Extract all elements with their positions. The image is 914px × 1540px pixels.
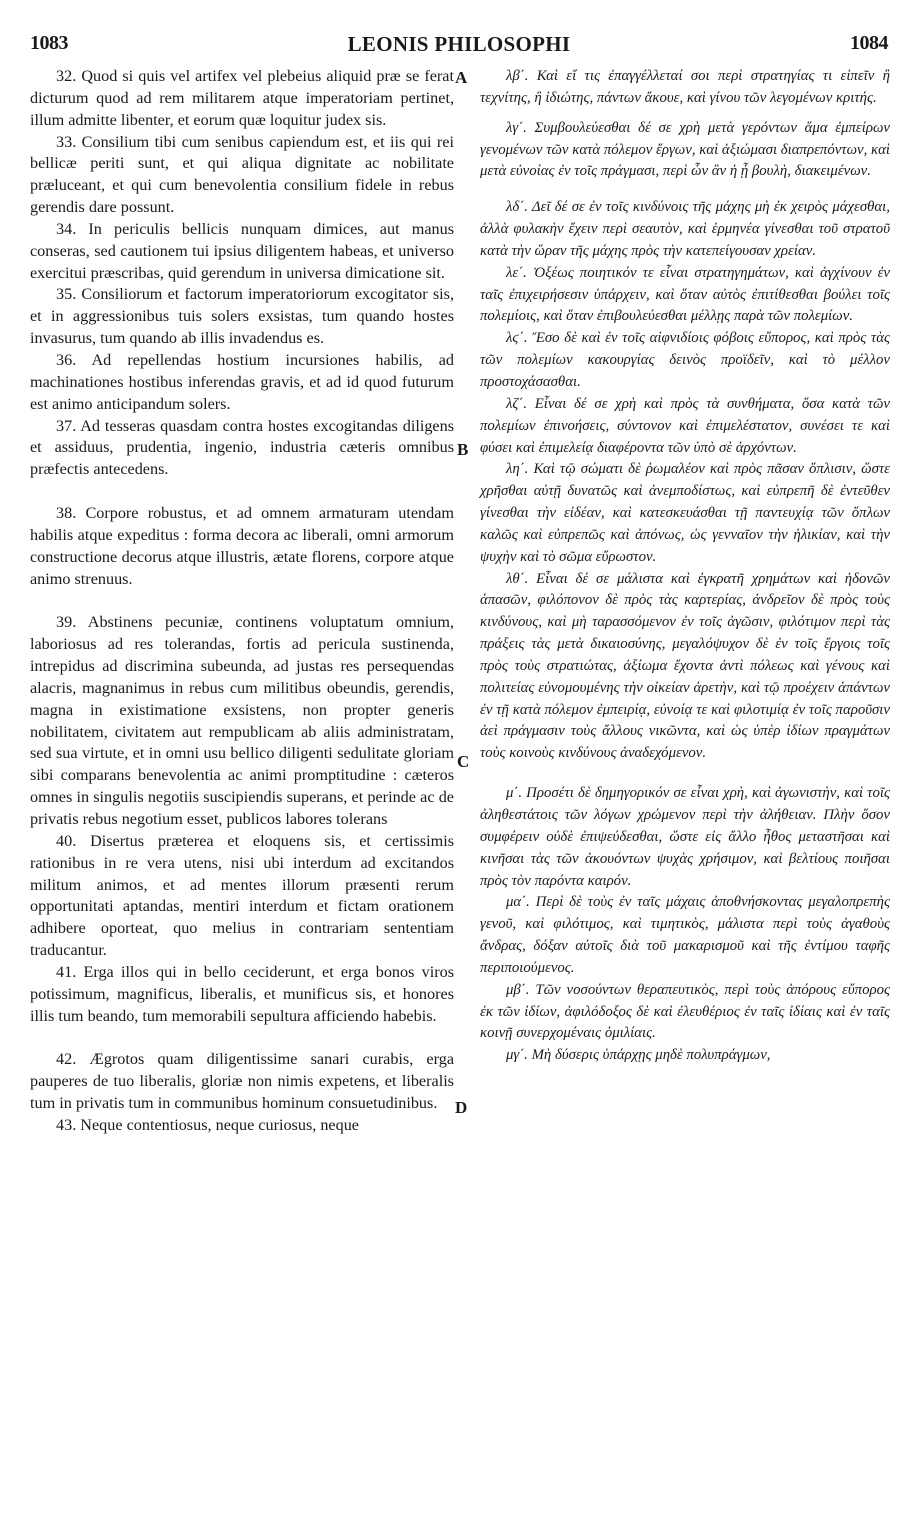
greek-paragraph-43: μγ΄. Μὴ δύσερις ὑπάρχῃς μηδὲ πολυπράγμων, — [506, 1047, 771, 1064]
section-marker-a: A — [455, 68, 468, 87]
page-header — [30, 32, 888, 60]
latin-paragraph-40: 40. Disertus præterea et eloquens sis, et certissimis rationibus in re vera utens, nisi ubi interdum ad excitandos militum animos, et ad mentes illorum præsenti rerum opportunitati aptandas, mentiri interdum et fictam orationem adhibere oporteat, quo melius in contrariam sententiam traducantur. — [30, 831, 454, 960]
spacer — [30, 481, 454, 503]
section-marker-d: D — [455, 1098, 468, 1117]
latin-paragraph-41: 41. Erga illos qui in bello ceciderunt, et erga bonos viros potissimum, magnificus, liberalis, et munificus sis, et honores illis tum beando, tum memorabili sepultura afficiendo habebis. — [30, 962, 454, 1025]
greek-paragraph-35: λε΄. Ὀξέως ποιητικόν τε εἶναι στρατηγημάτων, καὶ ἀγχίνουν ἐν ταῖς ἐπιχειρήσεσιν ὑπάρχειν, καὶ ὅταν αὐτὸς ἐπιτίθεσθαι βούλει τοῖς πολεμίοις, καὶ ὅταν ἐπιβουλεύεσθαι μέλλῃς παρὰ τῶν πολεμίων. — [480, 264, 890, 325]
greek-paragraph-33: λγ΄. Συμβουλεύεσθαι δέ σε χρὴ μετὰ γερόντων ἅμα ἐμπείρων γενομένων τῶν κατὰ πόλεμον ἔργων, καὶ ἀξιώμασι διαπρεπόντων, καὶ μετὰ εὐνοίας ἐν τοῖς πράγμασι, περὶ ὧν ἂν ἡ ᾗ βουλὴ, διακειμένων. — [480, 119, 890, 180]
greek-paragraph-39: λθ΄. Εἶναι δέ σε μάλιστα καὶ ἐγκρατῆ χρημάτων καὶ ἡδονῶν ἁπασῶν, φιλόπονον δὲ πρὸς τὰς καρτερίας, ἀνδρεῖον δὲ πρὸς τοὺς κινδύνους, καὶ μὴ ταρασσόμενον ἐν τοῖς ἀγῶσιν, φιλότιμον περὶ τὰς πράξεις τὰς μετὰ δικαιοσύνης, μεγαλόψυχον δὲ ἐν τοῖς ἔργοις τοῖς πρὸς τοὺς στρατιώτας, ἀξίωμα ἔχοντα ἀντὶ πόλεως καὶ γένους καὶ πολιτείας εὐνομουμένης τὴν οἰκείαν ἀρετὴν, καὶ τῷ προέχειν ἁπάντων ἐν τῇ κατὰ πόλεμον ἐμπειρίᾳ, εὐνοίᾳ τε καὶ φιλοτιμίᾳ ἐν τοῖς παροῦσιν ἀεὶ πράγμασιν τοὺς ἄλλους νικῶντα, καὶ ὡς ὑπὲρ ἰδίων πραγμάτων τοὺς κοινοὺς κινδύνους ἀναδεχόμενον. — [480, 570, 890, 762]
greek-paragraph-40: μ΄. Προσέτι δὲ δημηγορικόν σε εἶναι χρὴ, καὶ ἀγωνιστὴν, καὶ τοῖς ἀληθεστάτοις τῶν λόγων χρώμενον περὶ τὴν ἀλήθειαν. Πλὴν ὅσον συμφέρειν οὐδὲ ἐπιψεύδεσθαι, ὥστε εἰς ἄλλο ἦθος μεταστῆσαι καὶ κινῆσαι τὰς τῶν ἀκουόντων ψυχὰς χρήσιμον, καὶ βελτίους ποιῆσαι πρὸς τὸν παρόντα καιρόν. — [480, 785, 890, 889]
latin-paragraph-43: 43. Neque contentiosus, neque curiosus, neque — [56, 1115, 359, 1134]
running-title: LEONIS PHILOSOPHI — [347, 32, 571, 56]
section-marker-c: C — [457, 752, 470, 771]
greek-paragraph-34: λδ΄. Δεῖ δέ σε ἐν τοῖς κινδύνοις τῆς μάχης μὴ ἐκ χειρὸς μάχεσθαι, ἀλλὰ φυλακὴν ἔχειν περὶ σεαυτὸν, καὶ ἑρμηνέα γίνεσθαι τοῦ στρατοῦ κατὰ τὴν ὥραν τῆς μάχης πρὸς τὴν κατεπείγουσαν χρείαν. — [480, 199, 890, 259]
spacer — [480, 110, 890, 118]
spacer — [30, 1027, 454, 1049]
latin-paragraph-32: 32. Quod si quis vel artifex vel plebeius aliquid præ se ferat dicturum quod ad rem militarem atque imperatoriam pertinet, illum admitte libenter, et eorum quæ loquitur judex sis. — [30, 67, 454, 129]
section-marker-b: B — [457, 440, 469, 459]
greek-column — [480, 66, 890, 1067]
latin-paragraph-36: 36. Ad repellendas hostium incursiones habilis, ad machinationes hostibus inferendas gravis, et ad id quod futurum est animo anticipandum solers. — [30, 350, 454, 413]
latin-column — [30, 66, 454, 1137]
latin-paragraph-42: 42. Ægrotos quam diligentissime sanari curabis, erga pauperes de tuo liberalis, gloriæ non nimis expetens, et liberalis tum in privatis tum in communibus hominum consuetudinibus. — [30, 1050, 454, 1113]
greek-paragraph-38: λη΄. Καὶ τῷ σώματι δὲ ῥωμαλέον καὶ πρὸς πᾶσαν ὅπλισιν, ὥστε χρῆσθαι αὐτῇ δυνατῶς καὶ ἀνεμποδίστως, καὶ εὐπρεπῆ δὲ ἐντεῦθεν γίνεσθαι τὴν εἰδέαν, καὶ κατεσκευάσθαι τῇ παντευχίᾳ τῶν ὅπλων καλῶς καὶ εὐπρεπῶς καὶ ἀπόνως, ὡς γενναῖον τὴν ἡλικίαν, καὶ τὴν ψυχὴν καὶ τὸ σῶμα εὔρωστον. — [480, 461, 890, 565]
latin-paragraph-34: 34. In periculis bellicis nunquam dimices, aut manus conseras, sed cautionem tui ipsius diligentem habeas, et universo exercitui præscribas, quid gerendum in universa dimicatione sit. — [30, 219, 454, 282]
spacer — [480, 765, 890, 783]
greek-paragraph-36: λϛ΄. Ἔσο δὲ καὶ ἐν τοῖς αἰφνιδίοις φόβοις εὔπορος, καὶ πρὸς τὰς τῶν πολεμίων κακουργίας δεινὸς προϊδεῖν, καὶ τὸ μέλλον προστοχάσασθαι. — [480, 330, 890, 390]
greek-paragraph-41: μα΄. Περὶ δὲ τοὺς ἐν ταῖς μάχαις ἀποθνήσκοντας μεγαλοπρεπὴς γενοῦ, καὶ φιλότιμος, καὶ τιμητικὸς, μάλιστα περὶ τοὺς ἀγαθοὺς ἄνδρας, δόξαν αὐτοῖς διὰ τοῦ μακαρισμοῦ καὶ τῆς ἐντίμου ταφῆς περιποιούμενος. — [480, 894, 890, 976]
latin-paragraph-33: 33. Consilium tibi cum senibus capiendum est, et iis qui rei bellicæ periti sunt, et qui aliqua dignitate ac nobilitate præluceant, et qui cum benevolentia consilium fidele in rebus gerendis dare possunt. — [30, 132, 454, 217]
spacer — [480, 183, 890, 197]
latin-paragraph-39: 39. Abstinens pecuniæ, continens voluptatum omnium, laboriosus ad res tolerandas, fortis ad pericula sustinenda, intrepidus ad discrimina subeunda, ad justas res persequendas alacris, magnanimus in rebus cum militibus obeundis, gerendis, magna in existimatione exsistens, non propter generis nobilitatem, civitatem aut rempublicam ab aliis administratam, sed sua virtute, et in omni usu bellico diligenti sedulitate gloriam sibi comparans benevolentia ac animi promptitudine : cæteros omnes in singulis negotiis suscipiendis superans, et perinde ac de privatis rebus negotium esset, publicos labores tolerans — [30, 613, 454, 828]
latin-paragraph-35: 35. Consiliorum et factorum imperatoriorum excogitator sis, et in aggressionibus tuis solers exsistas, tum quando hostes invasurus, tum quando ab illis invadendus es. — [30, 285, 454, 348]
greek-paragraph-37: λζ΄. Εἶναι δέ σε χρὴ καὶ πρὸς τὰ συνθήματα, ὅσα κατὰ τῶν πολεμίων ἐπινοήσεις, σύντονον καὶ ἐπιμελέστατον, συνέσει τε καὶ φύσει καὶ ἐπιμελείᾳ διαφέροντα τῶν ὑπὸ σὲ ἀρχόντων. — [480, 395, 890, 456]
latin-paragraph-38: 38. Corpore robustus, et ad omnem armaturam utendam habilis atque expeditus : forma decora ac liberali, omni armorum constructione decorus atque illustris, ætate florens, corpore atque animo strenuus. — [30, 504, 454, 588]
page-number-right: 1084 — [850, 32, 888, 54]
greek-paragraph-32: λβ΄. Καὶ εἴ τις ἐπαγγέλλεταί σοι περὶ στρατηγίας τι εἰπεῖν ἢ τεχνίτης, ἢ ἰδιώτης, πάντων ἄκουε, καὶ γίνου τῶν λεγομένων κριτής. — [480, 68, 890, 106]
spacer — [30, 590, 454, 612]
latin-paragraph-37: 37. Ad tesseras quasdam contra hostes excogitandas diligens et assiduus, prudentia, ingenio, industria cæteris omnibus præfectis antecedens. — [30, 416, 454, 479]
page-number-left: 1083 — [30, 32, 68, 54]
greek-paragraph-42: μβ΄. Τῶν νοσούντων θεραπευτικὸς, περὶ τοὺς ἀπόρους εὔπορος ἐκ τῶν ἰδίων, ἀφιλόδοξος δὲ καὶ ἐλευθέριος ἐν ταῖς ἰδίαις καὶ ἐν ταῖς κοινῇ συνερχομέναις ὁμιλίαις. — [480, 981, 890, 1042]
